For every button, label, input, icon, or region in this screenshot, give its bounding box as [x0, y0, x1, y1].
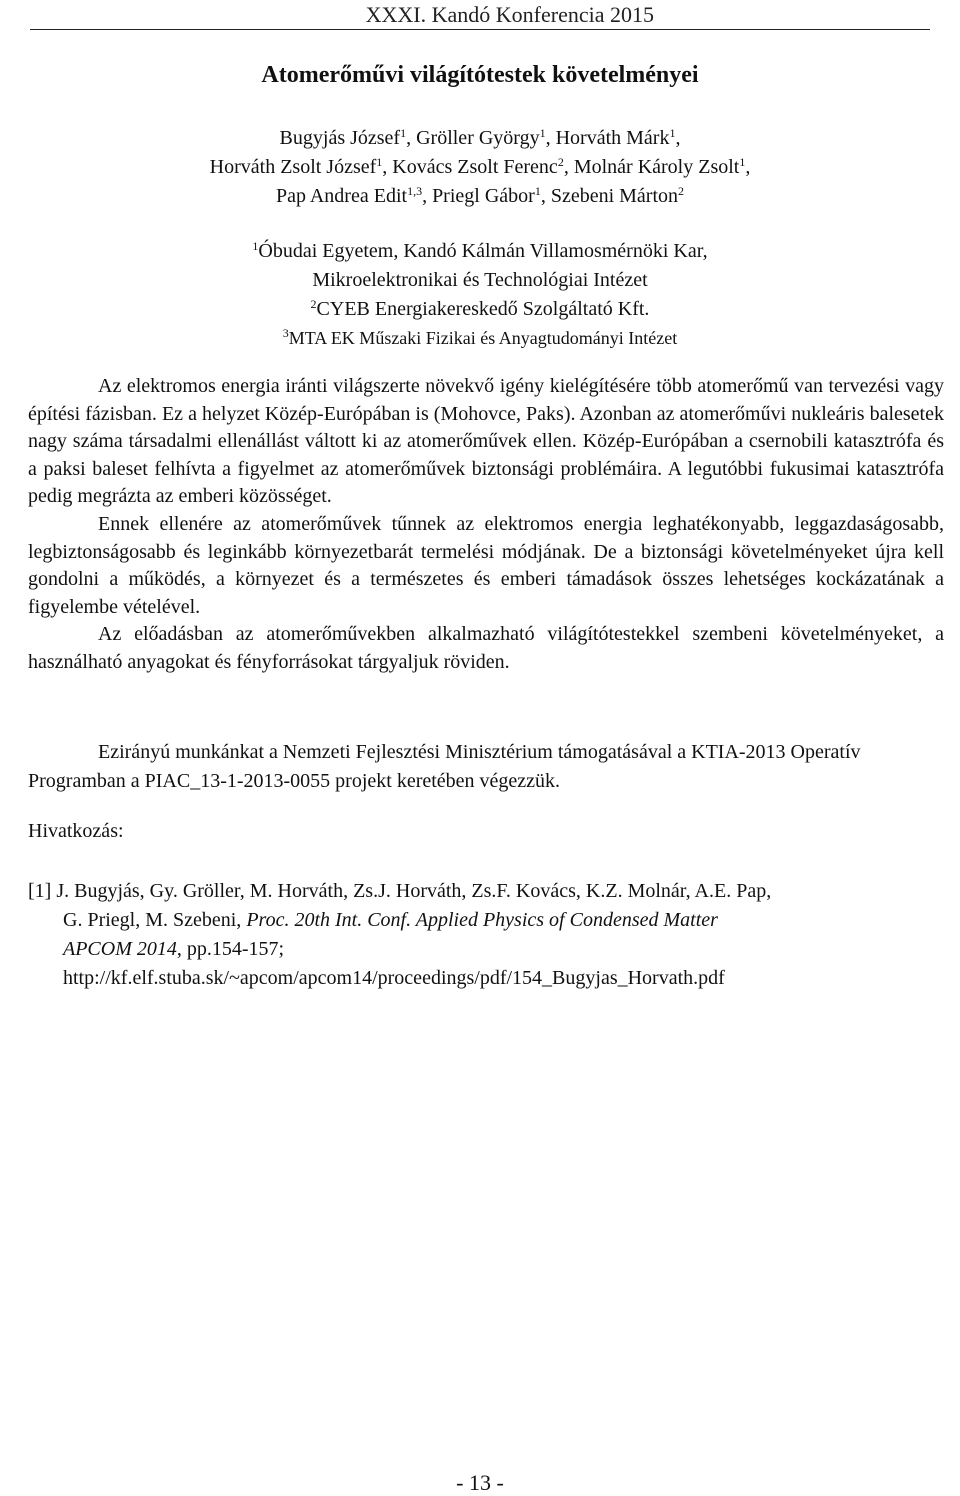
reference-pages: , pp.154-157;: [176, 938, 285, 960]
author-name: Molnár Károly Zsolt: [573, 156, 740, 178]
reference-line-2: [28, 906, 944, 935]
affiliation-list: [0, 237, 960, 353]
author-name: Gröller György: [416, 127, 540, 149]
author-line-1: Bugyjás József$^1$, Gröller György$^1$, Horváth Márk$^1$,: [279, 126, 681, 149]
reference-authors: J. Bugyjás, Gy. Gröller, M. Horváth, Zs.J. Horváth, Zs.F. Kovács, K.Z. Molnár, A.E. Pap,: [56, 880, 772, 902]
reference-authors-cont: G. Priegl, M. Szebeni,: [63, 909, 247, 931]
conference-name: XXXI. Kandó Konferencia 2015: [365, 2, 654, 27]
affiliation-mark: 3: [282, 326, 289, 340]
affiliation-text: Óbudai Egyetem, Kandó Kálmán Villamosmérnöki Kar,: [258, 240, 708, 262]
author-affil-mark: 1: [539, 126, 546, 140]
reference-label: [1]: [28, 880, 52, 902]
author-name: Pap Andrea Edit: [275, 185, 408, 207]
reference-item: [28, 877, 944, 993]
author-name: Horváth Zsolt József: [209, 156, 377, 178]
author-affil-mark: 1: [739, 155, 746, 169]
abstract-paragraph: Ennek ellenére az atomerőművek tűnnek az elektromos energia leghatékonyabb, leggazdaságosabb, legbiztonságosabb és leginkább környezetbarát termelési módjának. De a biztonsági követelményeket újra kell gondolni a működés, a környezet és a természetes és emberi támadások összes lehetséges kockázatának a figyelembe vételével.: [28, 512, 944, 618]
author-affil-mark: 1: [534, 184, 541, 198]
reference-line-1: [28, 877, 944, 906]
author-line-2: Horváth Zsolt József$^1$, Kovács Zsolt Ferenc$^2$, Molnár Károly Zsolt$^1$,: [209, 155, 751, 178]
author-line-3: Pap Andrea Edit$^{1,3}$, Priegl Gábor$^1$, Szebeni Márton$^2$: [275, 184, 685, 207]
acknowledgement: [28, 738, 944, 796]
paper-title: Atomerőművi világítótestek követelményei: [261, 62, 699, 88]
author-affil-mark: 2: [678, 184, 685, 198]
affiliation-2: [0, 295, 960, 324]
author-affil-mark: 2: [557, 155, 564, 169]
affiliation-1-line-2: Mikroelektronikai és Technológiai Intézet: [312, 269, 648, 291]
author-name: Bugyjás József: [279, 127, 401, 149]
author-affil-mark: 1: [669, 126, 676, 140]
reference-venue: Proc. 20th Int. Conf. Applied Physics of Condensed Matter: [246, 909, 718, 931]
reference-line-3: [28, 935, 944, 964]
abstract: [28, 373, 944, 677]
running-header: [0, 0, 960, 30]
author-name: Szebeni Márton: [550, 185, 679, 207]
author-affil-mark: 1,3: [407, 184, 423, 198]
author-name: Kovács Zsolt Ferenc: [392, 156, 558, 178]
abstract-paragraph: Az előadásban az atomerőművekben alkalmazható világítótestekkel szembeni követelményeket, a használható anyagokat és fényforrásokat tárgyaljuk röviden.: [28, 623, 944, 673]
author-affil-mark: 1: [400, 126, 407, 140]
acknowledgement-text: Ezirányú munkánkat a Nemzeti Fejlesztési Minisztérium támogatásával a KTIA-2013 Operatív Programban a PIAC_13-1-2013-0055 projekt keretében végezzük.: [28, 741, 861, 792]
affiliation-1-line-1: [0, 237, 960, 266]
affiliation-text: MTA EK Műszaki Fizikai és Anyagtudományi Intézet: [288, 328, 678, 348]
author-affil-mark: 1: [376, 155, 383, 169]
abstract-paragraph: Az elektromos energia iránti világszerte növekvő igény kielégítésére több atomerőmű van tervezési vagy építési fázisban. Ez a helyzet Közép-Európában is (Mohovce, Paks). Azonban az atomerőművi nukleáris balesetek nagy száma társadalmi ellenállást váltott ki az atomerőművek ellen. Közép-Európában a csernobili katasztrófa és a paksi baleset felhívta a figyelmet az atomerőművek biztonsági problémáira. A legutóbbi fukusimai katasztrófa pedig megrázta az emberi közösséget.: [28, 375, 944, 508]
author-list: [0, 124, 960, 211]
author-name: Horváth Márk: [555, 127, 670, 149]
affiliation-mark: 2: [310, 297, 317, 311]
reference-venue-short: APCOM 2014: [63, 938, 177, 960]
header-rule: [30, 29, 930, 30]
author-name: Priegl Gábor: [432, 185, 535, 207]
affiliation-text: CYEB Energiakereskedő Szolgáltató Kft.: [316, 298, 650, 320]
affiliation-3: [0, 324, 960, 353]
affiliation-mark: 1: [252, 239, 259, 253]
page-number: - 13 -: [456, 1470, 504, 1495]
reference-url[interactable]: http://kf.elf.stuba.sk/~apcom/apcom14/proceedings/pdf/154_Bugyjas_Horvath.pdf: [63, 967, 725, 989]
references-heading: Hivatkozás:: [28, 820, 124, 842]
